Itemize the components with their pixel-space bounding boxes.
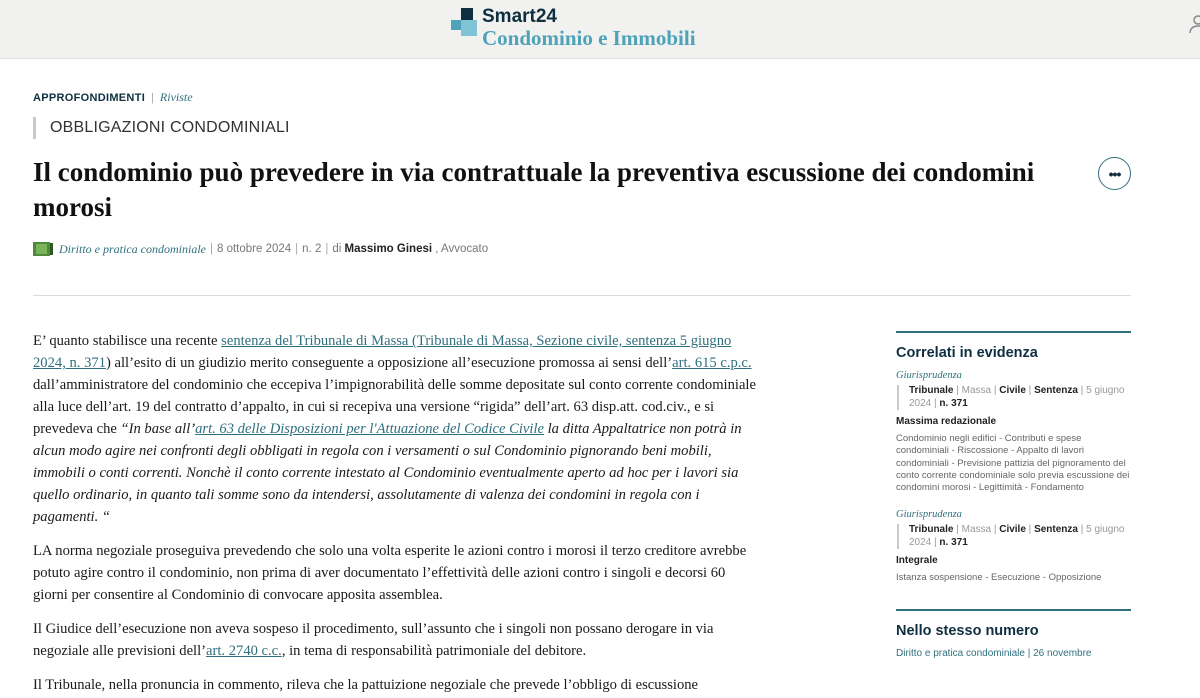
related-item[interactable] [896, 370, 1131, 494]
related-category: Giurisprudenza [896, 509, 962, 521]
link-art-63[interactable]: art. 63 delle Disposizioni per l'Attuazione del Codice Civile [195, 421, 544, 437]
link-art-615[interactable]: art. 615 c.p.c. [672, 355, 752, 371]
related-title[interactable]: Massima redazionale [896, 416, 997, 427]
logo-mark-icon [451, 6, 479, 44]
user-icon[interactable] [1188, 14, 1200, 34]
site-header [0, 0, 1200, 59]
site-logo[interactable] [451, 6, 696, 48]
related-item[interactable] [896, 509, 1131, 584]
logo-subtitle: Condominio e Immobili [482, 26, 696, 50]
article-meta: Diritto e pratica condominiale | 8 ottobre 2024 | n. 2 | di Massimo Ginesi , Avvocato [33, 241, 488, 257]
same-issue-item[interactable]: Diritto e pratica condominiale | 26 novembre [896, 647, 1092, 659]
related-category: Giurisprudenza [896, 370, 962, 381]
article-title: Il condominio può prevedere in via contrattuale la preventiva escussione dei condomini morosi [33, 157, 1035, 222]
link-art-2740[interactable]: art. 2740 c.c. [206, 643, 282, 659]
paragraph: Il Giudice dell’esecuzione non aveva sospeso il procedimento, sull’assunto che i singoli non possano derogare in via negoziale alle previsioni dell’art. 2740 c.c., in tema di responsabilità patrimoniale del debitore. [33, 621, 714, 659]
related-title[interactable]: Integrale [896, 555, 938, 567]
breadcrumb [33, 90, 193, 105]
link-sentenza[interactable]: sentenza del Tribunale di Massa (Tribunale di Massa, Sezione civile, sentenza 5 giugno 2024, n. 371 [33, 333, 732, 371]
more-options-button[interactable]: ••• [1098, 157, 1131, 190]
logo-title: Smart24 [482, 6, 557, 27]
article-category: OBBLIGAZIONI CONDOMINIALI [33, 117, 290, 139]
related-reference: Tribunale | Massa | Civile | Sentenza | 5 giugno 2024 | n. 371 [897, 385, 1131, 410]
paragraph: E’ quanto stabilisce una recente sentenza del Tribunale di Massa (Tribunale di Massa, Sezione civile, sentenza 5 giugno 2024, n. 371) all’esito di un giudizio merito conseguente a opposizione all’esecuzione promossa ai sensi dell’art. 615 c.p.c. dall’amministratore del condominio che eccepiva l’impignorabilità delle somme depositate sul conto corrente condominiale alla luce dell’art. 19 del contratto d’appalto, in cui si recepiva una versione “rigida” dell’art. 63 disp.att. cod.civ., e si prevedeva che “In base all’art. 63 delle Disposizioni per l'Attuazione del Codice Civile la ditta Appaltatrice non potrà in alcun modo agire nei confronti degli obbligati in regola con i versamenti o sul Condominio pignorando beni mobili, immobili o conti correnti. Nonchè il conto corrente intestato al Condominio eventualmente aperto ad hoc per i lavori sia quello ordinario, in quanto tali somme sono da intendersi, assolutamente di valenza dei condomini in regola con i pagamenti. “ [33, 333, 756, 525]
meta-author[interactable]: Massimo Ginesi [344, 243, 433, 255]
breadcrumb-riviste[interactable]: Riviste [159, 90, 193, 104]
meta-date: 8 ottobre 2024 [216, 243, 292, 255]
header-divider [33, 295, 1131, 296]
sidebar [896, 331, 1131, 659]
related-reference: Tribunale | Massa | Civile | Sentenza | 5 giugno 2024 | n. 371 [897, 524, 1131, 549]
related-heading: Correlati in evidenza [896, 345, 1038, 361]
meta-by: di [332, 243, 342, 255]
same-issue-section [896, 609, 1131, 659]
meta-role: , Avvocato [435, 243, 489, 255]
meta-journal[interactable]: Diritto e pratica condominiale [59, 241, 206, 256]
related-tags: Condominio negli edifici - Contributi e spese condominiali - Riscossione - Appalto di lavori condominiali - Previsione pattizia del pignoramento del conto corrente condominiale solo previa escussione dei condomini morosi - Legittimità - Fondamento [896, 433, 1130, 494]
breadcrumb-separator: | [151, 91, 154, 104]
article-body [33, 330, 763, 698]
breadcrumb-approfondimenti[interactable]: APPROFONDIMENTI [33, 91, 146, 104]
paragraph: LA norma negoziale proseguiva prevedendo che solo una volta esperite le azioni contro i morosi il terzo creditore avrebbe potuto agire contro il condominio, non prima di aver documentato l’effettività delle azioni contro i singoli e decorsi 60 giorni per consentire al Condominio di convocare apposita assemblea. [33, 543, 747, 603]
meta-issue: n. 2 [302, 243, 322, 255]
related-section [896, 331, 1131, 585]
journal-icon [33, 241, 53, 257]
paragraph: Il Tribunale, nella pronuncia in commento, rileva che la pattuizione negoziale che prevede l’obbligo di escussione [33, 677, 699, 693]
related-tags: Istanza sospensione - Esecuzione - Opposizione [896, 572, 1102, 584]
same-issue-heading: Nello stesso numero [896, 622, 1039, 639]
